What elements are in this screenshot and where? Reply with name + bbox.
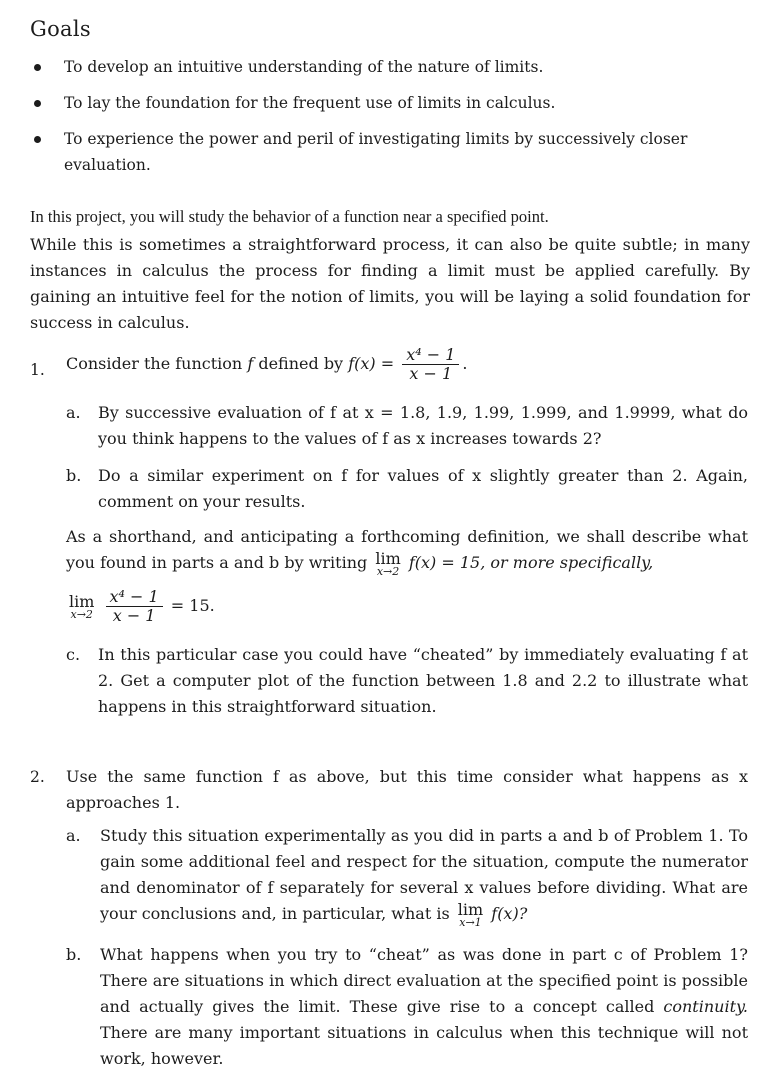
continuity-term: continuity. — [663, 997, 748, 1016]
problem-1a-text: By successive evaluation of f at x = 1.8, 1.9, 1.99, 1.999, and 1.9999, what do you think happens to the values of f as x increases towards 2? — [98, 403, 748, 448]
limit-value: = 15. — [170, 596, 215, 615]
problem-1-number: 1. — [30, 361, 45, 379]
function-fraction — [402, 346, 459, 383]
lim-word: lim — [69, 591, 95, 611]
list-item: To experience the power and peril of investigating limits by successively closer evaluation. — [30, 126, 750, 178]
list-item: To lay the foundation for the frequent use of limits in calculus. — [30, 90, 750, 116]
problem-2b-text — [100, 942, 748, 1072]
fraction-numerator: x⁴ − 1 — [106, 588, 163, 607]
fraction-denominator: x − 1 — [112, 606, 156, 625]
lim-subscript: x→1 — [459, 915, 482, 929]
problem-1-lead: Consider the function — [66, 354, 243, 373]
limit-expression: f(x) = 15, or more specifically, — [408, 553, 654, 572]
goals-list — [30, 54, 750, 188]
shorthand-text: As a shorthand, and anticipating a forthcoming definition, we shall describe what you found in parts a and b by writing — [66, 527, 748, 572]
problem-2a-label: a. — [66, 826, 81, 845]
problem-1a-label: a. — [66, 403, 81, 422]
section-title: Goals — [30, 17, 91, 41]
problem-2-number: 2. — [30, 768, 45, 786]
lim-subscript: x→2 — [70, 607, 93, 621]
shorthand-paragraph — [66, 524, 748, 577]
problem-2a-text — [100, 823, 748, 928]
intro-paragraph: While this is sometimes a straightforward process, it can also be quite subtle; in many instances in calculus the process for finding a limit must be applied carefully. By gaining an intuitive feel for the notion of limits, you will be laying a solid foundation for success in calculus. — [30, 235, 750, 332]
intro-sentence: In this project, you will study the behavior of a function near a specified point. — [30, 207, 549, 226]
limit-notation-x-to-1 — [457, 899, 484, 929]
problem-1b-label: b. — [66, 466, 82, 485]
function-notation: f(x) = — [348, 354, 395, 373]
limit-equation — [66, 588, 215, 625]
problem-2a-end: f(x)? — [491, 904, 528, 923]
limit-notation-x-to-2 — [69, 591, 95, 621]
list-item: To develop an intuitive understanding of the nature of limits. — [30, 54, 750, 80]
fraction-denominator: x − 1 — [409, 364, 453, 383]
function-symbol: f — [247, 354, 254, 373]
problem-1c-text: In this particular case you could have “cheated” by immediately evaluating f at 2. Get a computer plot of the function between 1.8 and 2.2 to illustrate what happens in this straightforward situation. — [98, 645, 748, 716]
problem-1-statement — [66, 344, 756, 384]
lim-word: lim — [375, 548, 401, 568]
limit-fraction — [106, 588, 163, 625]
problem-1b-text: Do a similar experiment on f for values of x slightly greater than 2. Again, comment on your results. — [98, 466, 748, 511]
fraction-numerator: x⁴ − 1 — [402, 346, 459, 365]
statement-period: . — [462, 354, 468, 373]
problem-2-statement: Use the same function f as above, but this time consider what happens as x approaches 1. — [66, 767, 748, 812]
problem-2b-label: b. — [66, 945, 82, 964]
problem-1c-label: c. — [66, 645, 81, 664]
limit-notation-x-to-2 — [375, 548, 401, 578]
problem-2b-body: What happens when you try to “cheat” as was done in part c of Problem 1? There are situations in which direct evaluation at the specified point is possible and actually gives the limit. These give rise to a concept called — [100, 945, 748, 1016]
lim-word: lim — [457, 899, 484, 919]
lim-subscript: x→2 — [376, 564, 400, 578]
problem-2a-body: Study this situation experimentally as you did in parts a and b of Problem 1. To gain some additional feel and respect for the situation, compute the numerator and denominator of f separately for several x values before dividing. What are your conclusions and, in particular, what is — [100, 826, 748, 923]
defined-by-text: defined by — [258, 354, 344, 373]
problem-2b-end: There are many important situations in calculus when this technique will not work, however. — [100, 1023, 748, 1068]
